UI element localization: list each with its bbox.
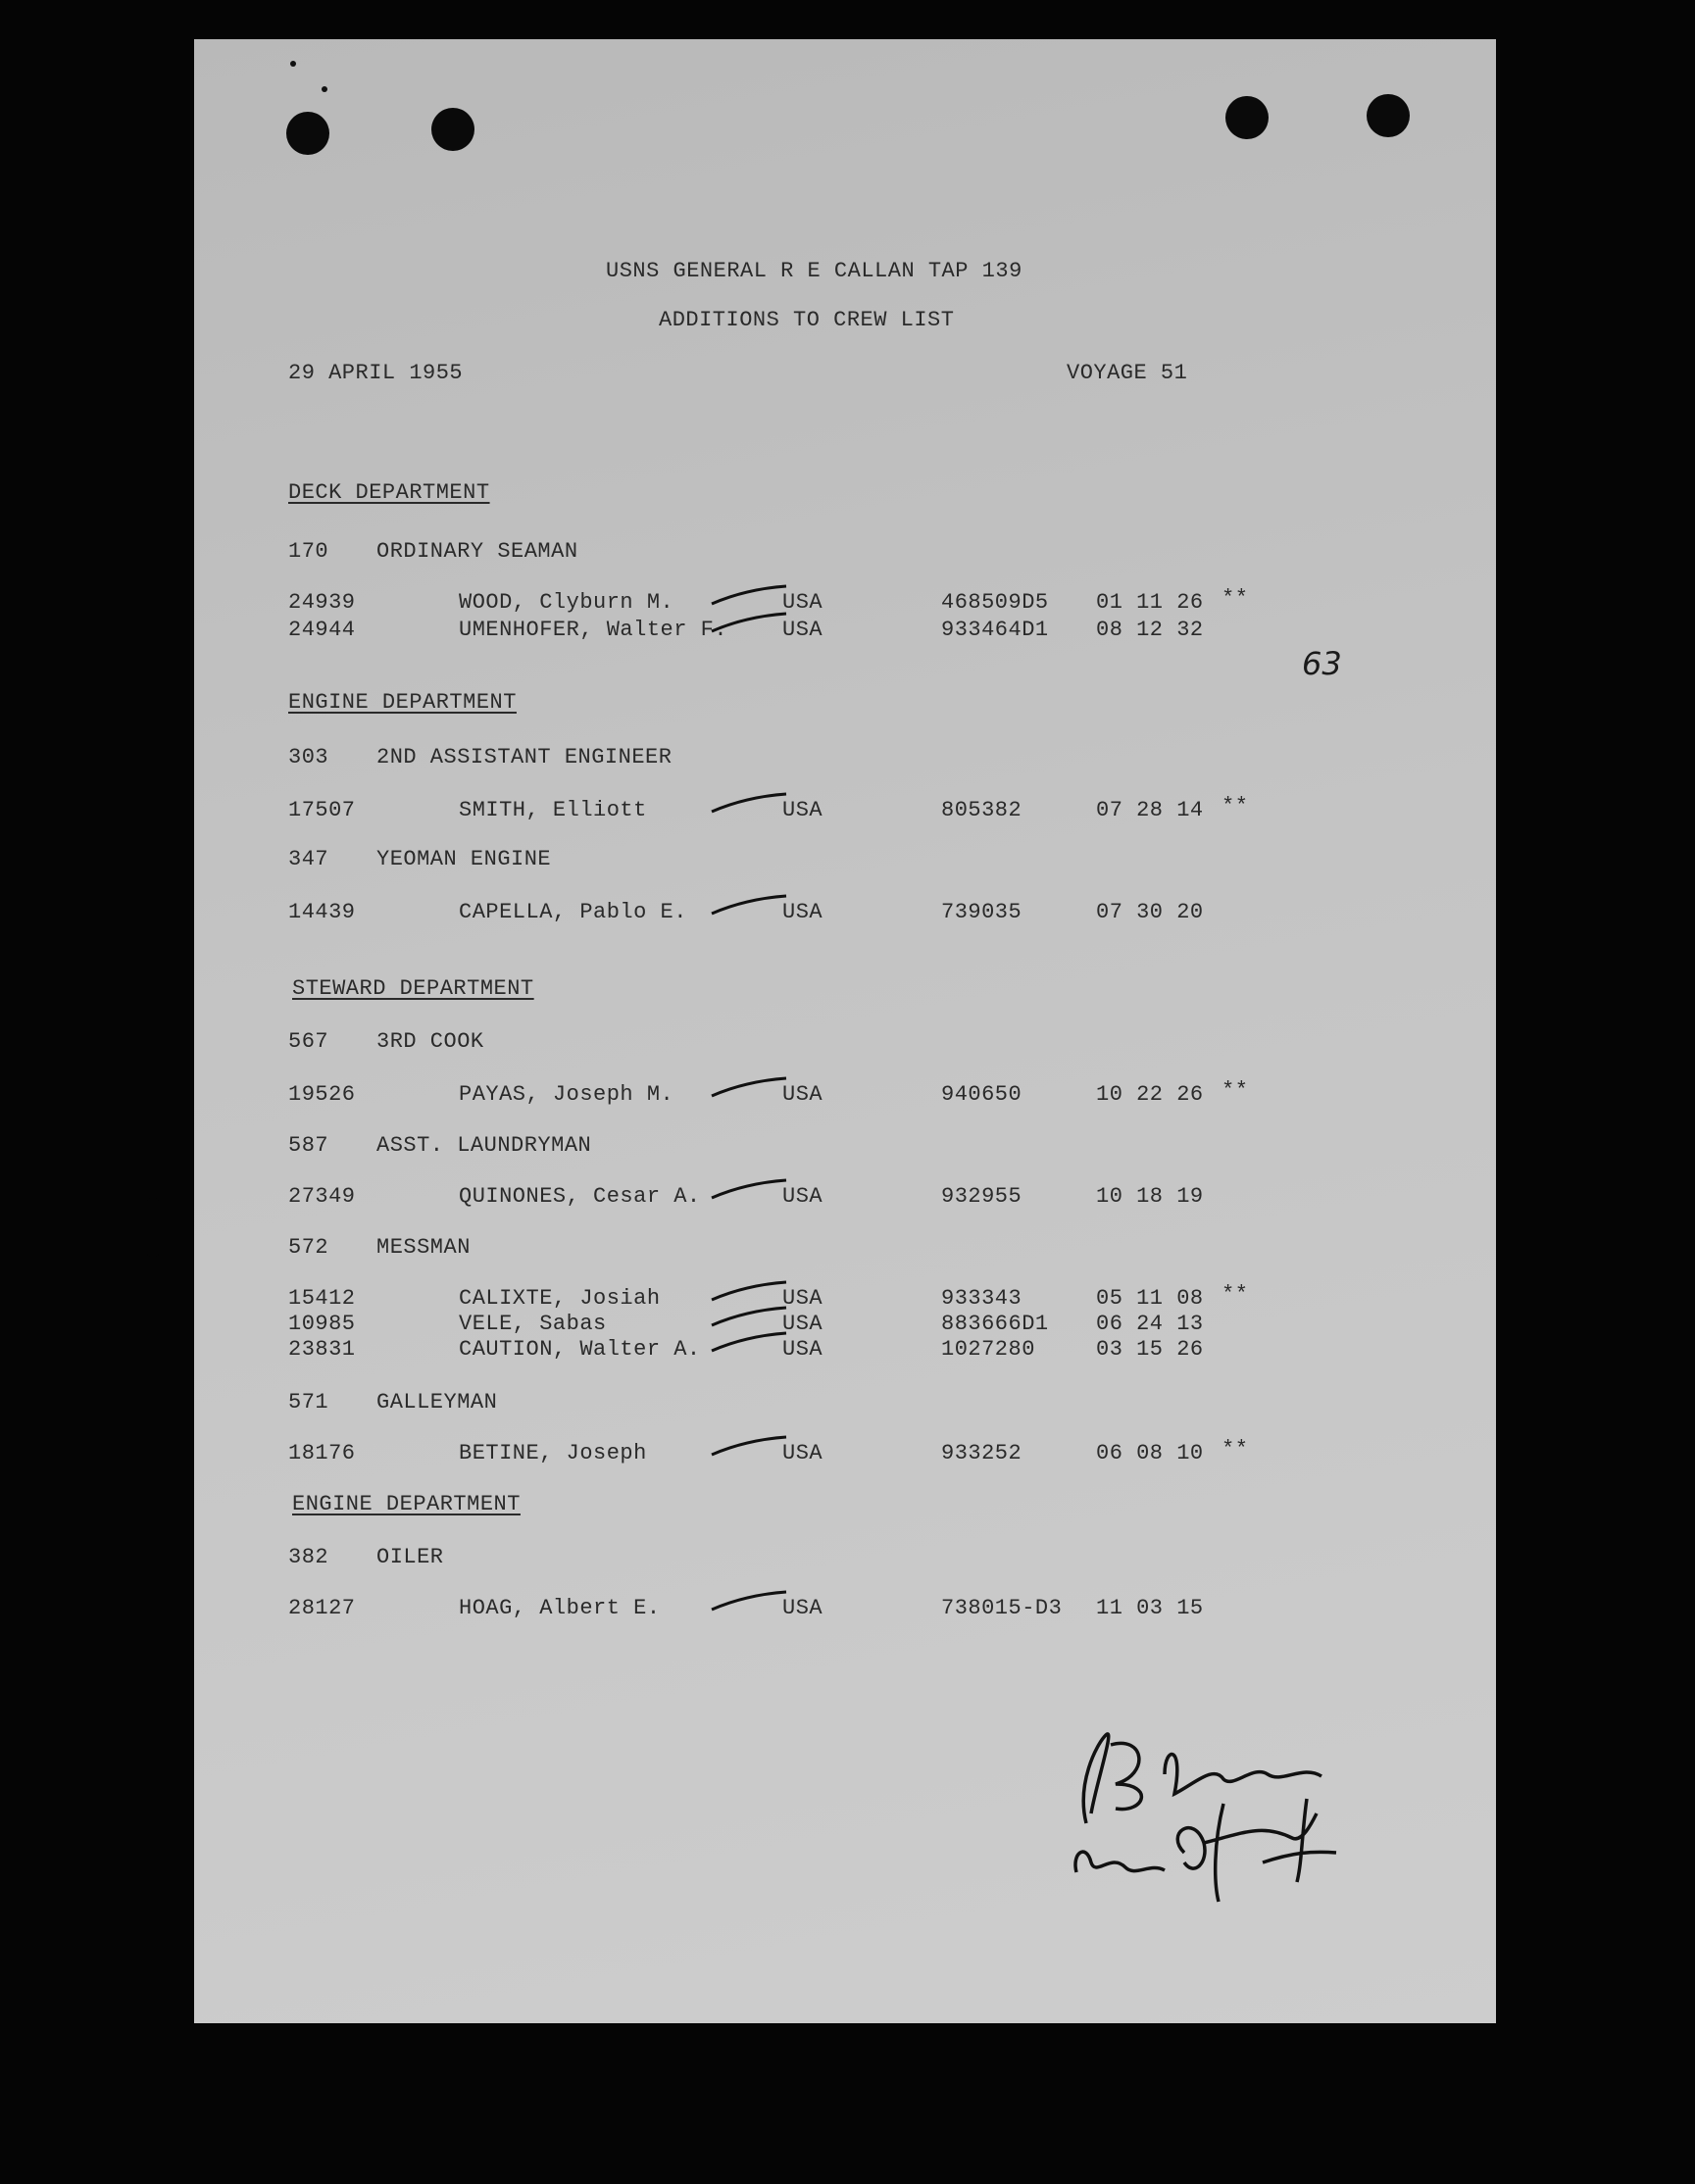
punch-hole [286,112,329,155]
document-number: 805382 [941,798,1022,822]
handwritten-page-number: 63 [1302,645,1342,682]
rating-title: OILER [376,1545,444,1569]
citizenship: USA [782,1337,823,1362]
check-mark-icon [710,1306,788,1327]
crew-name: CALIXTE, Josiah [459,1286,661,1311]
rating-code: 347 [288,847,329,871]
department-heading: ENGINE DEPARTMENT [288,690,517,715]
signature [1057,1706,1351,1921]
rating-code: 587 [288,1133,329,1158]
crew-number: 28127 [288,1596,356,1620]
rating-title: MESSMAN [376,1235,471,1260]
punch-hole [1225,96,1269,139]
speck [290,61,296,67]
document-subtitle: ADDITIONS TO CREW LIST [659,308,955,332]
date-of-birth: 11 03 15 [1096,1596,1204,1620]
check-mark-icon [710,894,788,916]
date-of-birth: 03 15 26 [1096,1337,1204,1362]
check-mark-icon [710,1280,788,1302]
citizenship: USA [782,900,823,924]
crew-name: SMITH, Elliott [459,798,647,822]
document-number: 933252 [941,1441,1022,1465]
document-number: 739035 [941,900,1022,924]
date-of-birth: 06 08 10 [1096,1441,1204,1465]
crew-name: CAUTION, Walter A. [459,1337,701,1362]
crew-number: 23831 [288,1337,356,1362]
punch-hole [1367,94,1410,137]
document-number: 933343 [941,1286,1022,1311]
document-number: 738015-D3 [941,1596,1063,1620]
rating-code: 572 [288,1235,329,1260]
crew-number: 14439 [288,900,356,924]
remark-mark: ** [1221,586,1249,611]
check-mark-icon [710,584,788,606]
document-number: 468509D5 [941,590,1049,615]
citizenship: USA [782,1286,823,1311]
check-mark-icon [710,1076,788,1098]
crew-number: 24944 [288,618,356,642]
crew-name: UMENHOFER, Walter F. [459,618,728,642]
citizenship: USA [782,1184,823,1209]
document-title: USNS GENERAL R E CALLAN TAP 139 [606,259,1022,283]
rating-title: YEOMAN ENGINE [376,847,552,871]
date-of-birth: 05 11 08 [1096,1286,1204,1311]
citizenship: USA [782,1441,823,1465]
remark-mark: ** [1221,1078,1249,1103]
crew-name: VELE, Sabas [459,1312,607,1336]
rating-code: 170 [288,539,329,564]
citizenship: USA [782,1312,823,1336]
department-heading: ENGINE DEPARTMENT [292,1492,521,1516]
punch-hole [431,108,474,151]
citizenship: USA [782,1082,823,1107]
remark-mark: ** [1221,1282,1249,1307]
rating-title: 3RD COOK [376,1029,484,1054]
date-of-birth: 10 22 26 [1096,1082,1204,1107]
rating-code: 303 [288,745,329,769]
rating-title: ORDINARY SEAMAN [376,539,578,564]
citizenship: USA [782,590,823,615]
document-number: 883666D1 [941,1312,1049,1336]
crew-name: HOAG, Albert E. [459,1596,661,1620]
check-mark-icon [710,1331,788,1353]
crew-name: QUINONES, Cesar A. [459,1184,701,1209]
crew-number: 24939 [288,590,356,615]
rating-code: 567 [288,1029,329,1054]
crew-number: 10985 [288,1312,356,1336]
check-mark-icon [710,1590,788,1612]
crew-number: 17507 [288,798,356,822]
crew-name: WOOD, Clyburn M. [459,590,674,615]
rating-code: 571 [288,1390,329,1415]
document-number: 933464D1 [941,618,1049,642]
department-heading: DECK DEPARTMENT [288,480,490,505]
check-mark-icon [710,792,788,814]
crew-number: 19526 [288,1082,356,1107]
date-of-birth: 08 12 32 [1096,618,1204,642]
department-heading: STEWARD DEPARTMENT [292,976,534,1001]
crew-name: PAYAS, Joseph M. [459,1082,674,1107]
document-number: 932955 [941,1184,1022,1209]
crew-number: 15412 [288,1286,356,1311]
crew-number: 27349 [288,1184,356,1209]
rating-code: 382 [288,1545,329,1569]
date-of-birth: 01 11 26 [1096,590,1204,615]
check-mark-icon [710,612,788,633]
voyage-number: VOYAGE 51 [1067,361,1188,385]
date-of-birth: 07 30 20 [1096,900,1204,924]
check-mark-icon [710,1435,788,1457]
document-number: 1027280 [941,1337,1035,1362]
rating-title: GALLEYMAN [376,1390,498,1415]
speck [147,1198,159,1257]
citizenship: USA [782,798,823,822]
document-page [194,39,1496,2023]
citizenship: USA [782,1596,823,1620]
document-date: 29 APRIL 1955 [288,361,464,385]
remark-mark: ** [1221,1437,1249,1462]
crew-name: BETINE, Joseph [459,1441,647,1465]
check-mark-icon [710,1178,788,1200]
citizenship: USA [782,618,823,642]
date-of-birth: 07 28 14 [1096,798,1204,822]
crew-name: CAPELLA, Pablo E. [459,900,687,924]
date-of-birth: 06 24 13 [1096,1312,1204,1336]
remark-mark: ** [1221,794,1249,819]
date-of-birth: 10 18 19 [1096,1184,1204,1209]
rating-title: ASST. LAUNDRYMAN [376,1133,592,1158]
crew-number: 18176 [288,1441,356,1465]
speck [322,86,327,92]
rating-title: 2ND ASSISTANT ENGINEER [376,745,673,769]
document-number: 940650 [941,1082,1022,1107]
